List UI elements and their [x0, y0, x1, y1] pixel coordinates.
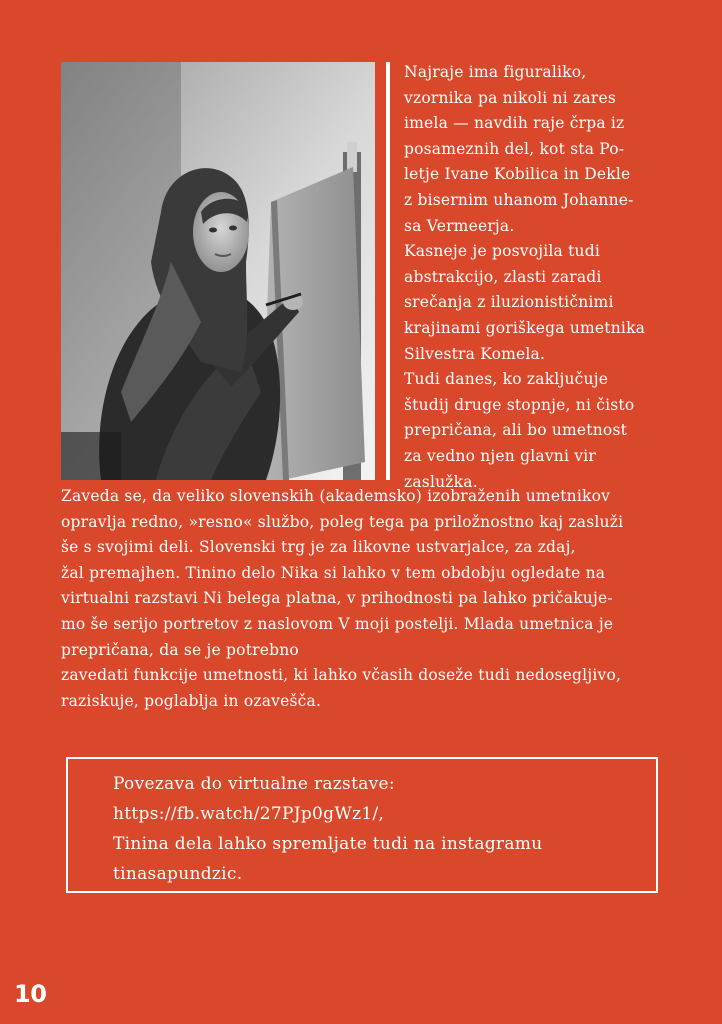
text-line: prepričana, da se je potrebno	[61, 640, 299, 659]
main-paragraph	[61, 484, 671, 714]
text-line: Zaveda se, da veliko slovenskih (akademsko) izobraženih umetnikov	[61, 487, 611, 505]
text-line: Tudi danes, ko zaključuje	[404, 370, 609, 389]
text-line: vzornika pa nikoli ni zares	[404, 88, 616, 107]
instagram-handle: tinasapundzic.	[113, 864, 243, 884]
text-line: krajinami goriškega umetnika	[404, 318, 646, 337]
text-line: mo še serijo portretov z naslovom V moji postelji. Mlada umetnica je	[61, 614, 614, 633]
text-line: posameznih del, kot sta Po-	[404, 139, 625, 158]
text-line: zavedati funkcije umetnosti, ki lahko včasih doseže tudi nedosegljivo,	[61, 666, 622, 685]
link-box-heading: Povezava do virtualne razstave:	[113, 774, 395, 794]
text-line: raziskuje, poglablja in ozavešča.	[61, 691, 322, 710]
text-line: opravlja redno, »resno« službo, poleg tega pa priložnostno kaj zasluži	[61, 512, 624, 531]
artist-photo	[61, 62, 375, 480]
page-number: 10	[14, 980, 47, 1008]
text-line: virtualni razstavi Ni belega platna, v prihodnosti pa lahko pričakuje-	[61, 589, 613, 608]
text-line: žal premajhen. Tinino delo Nika si lahko v tem obdobju ogledate na	[61, 563, 606, 582]
text-line: še s svojimi deli. Slovenski trg je za likovne ustvarjalce, za zdaj,	[61, 538, 576, 557]
text-line: za vedno njen glavni vir	[404, 446, 596, 465]
text-line: študij druge stopnje, ni čisto	[404, 395, 635, 414]
exhibition-link-box	[66, 757, 658, 893]
side-paragraph	[404, 60, 704, 495]
text-line: Silvestra Komela.	[404, 344, 546, 363]
link-box-text	[113, 769, 542, 889]
text-line: letje Ivane Kobilica in Dekle	[404, 165, 631, 184]
vertical-divider	[386, 62, 390, 480]
text-line: imela — navdih raje črpa iz	[404, 114, 625, 133]
artist-painting-photo	[61, 62, 375, 480]
instagram-note: Tinina dela lahko spremljate tudi na instagramu	[113, 834, 543, 854]
text-line: prepričana, ali bo umetnost	[404, 421, 628, 440]
text-line: abstrakcijo, zlasti zaradi	[404, 267, 602, 286]
text-line: z bisernim uhanom Johanne-	[404, 190, 634, 209]
text-line: Najraje ima figuraliko,	[404, 63, 587, 81]
text-line: sa Vermeerja.	[404, 216, 515, 235]
text-line: Kasneje je posvojila tudi	[404, 242, 601, 261]
exhibition-url-link[interactable]: https://fb.watch/27PJp0gWz1/,	[113, 804, 385, 824]
text-line: zaslužka.	[404, 472, 478, 491]
text-line: srečanja z iluzionističnimi	[404, 293, 614, 312]
